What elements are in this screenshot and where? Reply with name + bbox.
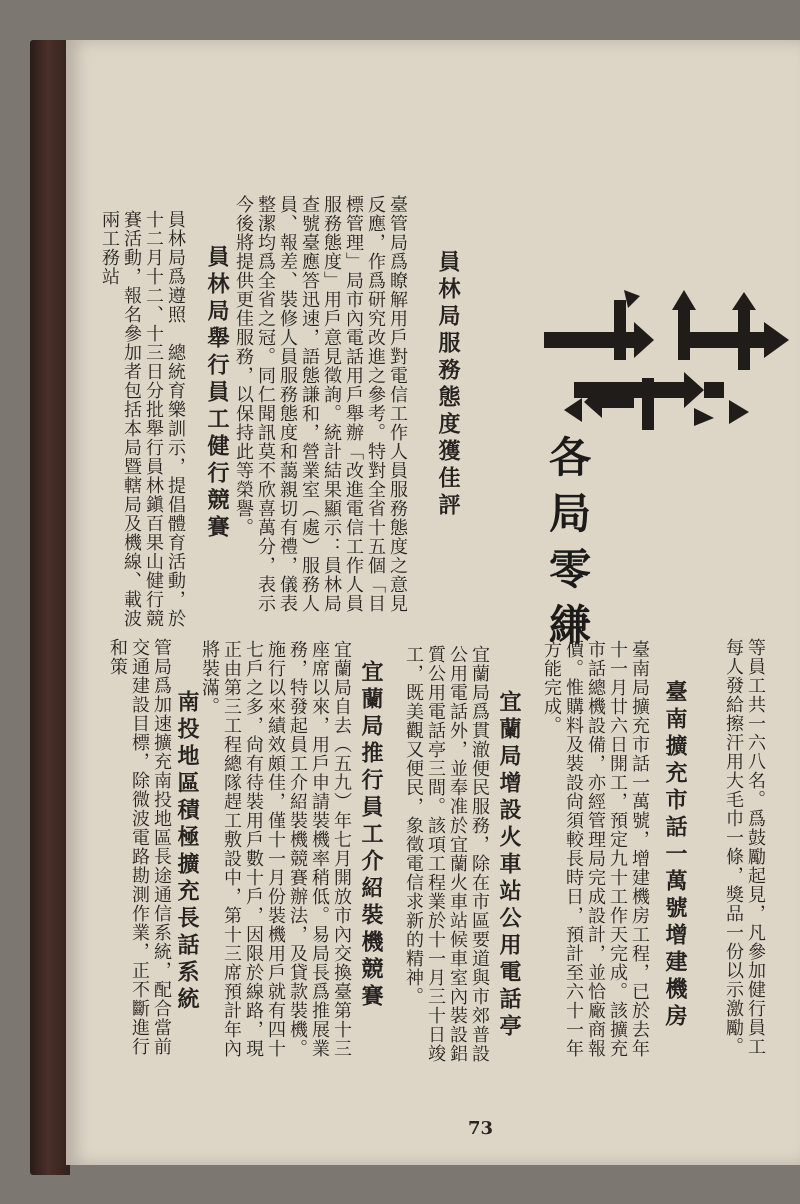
article-title: 南投地區積極擴充長話系統: [174, 690, 200, 1014]
article-title: 宜蘭局增設火車站公用電話亭: [496, 690, 522, 1041]
document-page: [66, 40, 800, 1165]
article-body: 宜蘭局自去（五九）年七月開放市內交換臺第十三座席以來，用戶申請裝機率稍低。易局長爲推展業務，特發起員工介紹裝機競賽辦法，及貸款裝機。施行以來績效頗佳，僅十一月份裝機用戶就有四十七戶之多，尙有待裝用戶數十戶，因限於線路，現正由第三工程總隊趕工敷設中，第十三席預計年內將裝滿。: [199, 640, 352, 1058]
article-title: 員林局舉行員工健行競賽: [204, 245, 230, 542]
article-title: 員林局服務態度獲佳評: [435, 250, 461, 520]
arrows-emblem-icon: [544, 290, 794, 430]
article-title: 宜蘭局推行員工介紹裝機競賽: [358, 660, 384, 1011]
article-body: 臺管局爲瞭解用戶對電信工作人員服務態度之意見反應，作爲研究改進之參考。特對全省十五個「目標管理」局市內電話用戶舉辦「改進電信工作人員服務態度」用戶意見徵詢。統計結果顯示：員林局查號臺應答迅速，語態謙和，營業室（處）服務人員、報差、裝修人員服務態度和藹親切有禮，儀表整潔均爲全省之冠。同仁聞訊莫不欣喜萬分，表示今後將提供更佳服務，以保持此等榮譽。: [233, 195, 408, 613]
article-title: 臺南擴充市話一萬號增建機房: [662, 680, 688, 1031]
article-body: 管局爲加速擴充南投地區長途通信系統，配合當前交通建設目標，除微波電路勘測作業，正不斷進行和策: [107, 638, 172, 1056]
article-body-continuation: 等員工共一六八名。爲鼓勵起見，凡參加健行員工每人發給擦汗用大毛巾一條，獎品一份以示激勵。: [723, 638, 766, 1056]
book-binding: [30, 40, 70, 1175]
article-body: 臺南局擴充市話一萬號，增建機房工程，已於去年十一月廿六日開工，預定九十工作天完成。該擴充市話總機設備，亦經管理局完成設計，並恰廠商報價。惟購料及裝設尙須較長時日，預計至六十一年方能完成。: [541, 640, 650, 1058]
page-number: 73: [468, 1118, 494, 1139]
article-body: 宜蘭局爲貫澈便民服務，除在市區要道與市郊普設公用電話外，並奉准於宜蘭火車站候車室內裝設鋁質公用電話亭三間。該項工程業於十一月三十日竣工，既美觀又便民，象徵電信求新的精神。: [403, 645, 490, 1063]
section-title: 各局零縑: [543, 435, 592, 659]
article-body: 員林局爲遵照 總統育樂訓示，提倡體育活動，於十二月十二、十三日分批舉行員林鎭百果山健行競賽活動，報名參加者包括本局暨轄局及機線、載波兩工務站: [99, 210, 186, 628]
